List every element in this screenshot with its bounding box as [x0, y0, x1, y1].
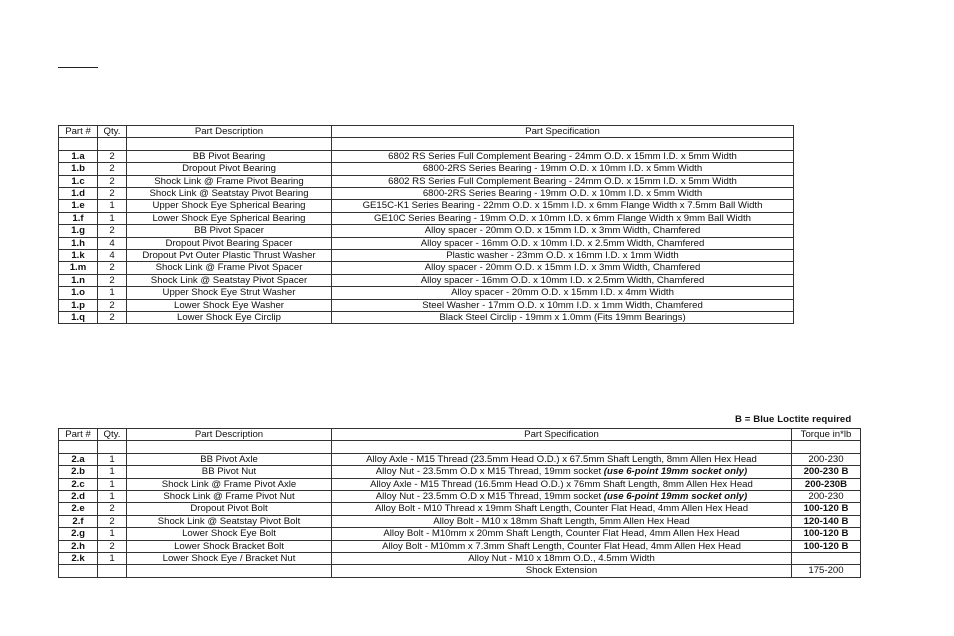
description-cell: Upper Shock Eye Spherical Bearing — [127, 200, 332, 212]
part-number-cell: 1.k — [59, 250, 98, 262]
part-number-cell: 1.e — [59, 200, 98, 212]
table-row — [59, 212, 794, 224]
part-number-cell: 2.c — [59, 478, 98, 490]
part-number-cell — [59, 565, 98, 577]
part-number-cell: 1.n — [59, 274, 98, 286]
socket-warning: (use 6-point 19mm socket only) — [603, 466, 748, 478]
description-cell: BB Pivot Axle — [127, 453, 332, 465]
table-row — [59, 312, 794, 324]
specification-text: Alloy Axle - M15 Thread (23.5mm Head O.D.) x 67.5mm Shaft Length, 8mm Allen Hex Head — [366, 453, 757, 465]
part-number-cell: 1.p — [59, 299, 98, 311]
table-row — [59, 150, 794, 162]
specification-cell: 6802 RS Series Full Complement Bearing - 24mm O.D. x 15mm I.D. x 5mm Width — [332, 175, 794, 187]
specification-cell — [332, 491, 792, 503]
description-cell: Dropout Pvt Outer Plastic Thrust Washer — [127, 250, 332, 262]
description-cell: BB Pivot Spacer — [127, 225, 332, 237]
torque-cell: 200-230B — [792, 478, 861, 490]
bearing-parts-table — [58, 125, 794, 324]
description-cell: Lower Shock Eye Circlip — [127, 312, 332, 324]
part-number-cell: 2.h — [59, 540, 98, 552]
specification-cell: Alloy spacer - 20mm O.D. x 15mm I.D. x 3mm Width, Chamfered — [332, 262, 794, 274]
specification-cell — [332, 515, 792, 527]
blank-cell — [98, 441, 127, 453]
qty-cell: 4 — [98, 250, 127, 262]
table-row — [59, 200, 794, 212]
header-part-specification: Part Specification — [332, 429, 792, 441]
table-row — [59, 250, 794, 262]
description-cell: BB Pivot Bearing — [127, 150, 332, 162]
qty-cell: 2 — [98, 150, 127, 162]
socket-warning: (use 6-point 19mm socket only) — [603, 491, 748, 503]
torque-cell: 100-120 B — [792, 528, 861, 540]
description-cell: Lower Shock Bracket Bolt — [127, 540, 332, 552]
specification-cell — [332, 528, 792, 540]
blank-cell — [127, 138, 332, 150]
description-cell: Dropout Pivot Bolt — [127, 503, 332, 515]
torque-cell: 200-230 — [792, 453, 861, 465]
torque-cell: 100-120 B — [792, 540, 861, 552]
specification-text: Alloy Nut - 23.5mm O.D x M15 Thread, 19mm socket — [375, 466, 604, 478]
specification-text: Alloy Bolt - M10mm x 7.3mm Shaft Length, Counter Flat Head, 4mm Allen Hex Head — [382, 540, 741, 552]
header-qty: Qty. — [98, 126, 127, 138]
description-cell: Shock Link @ Seatstay Pivot Bearing — [127, 188, 332, 200]
blank-cell — [59, 441, 98, 453]
torque-cell: 200-230 — [792, 491, 861, 503]
specification-cell: 6800-2RS Series Bearing - 19mm O.D. x 10mm I.D. x 5mm Width — [332, 188, 794, 200]
table-row — [59, 528, 861, 540]
specification-cell — [332, 503, 792, 515]
qty-cell — [98, 565, 127, 577]
part-number-cell: 1.o — [59, 287, 98, 299]
table-row — [59, 262, 794, 274]
specification-cell: Black Steel Circlip - 19mm x 1.0mm (Fits 19mm Bearings) — [332, 312, 794, 324]
header-qty: Qty. — [98, 429, 127, 441]
specification-cell — [332, 540, 792, 552]
torque-cell: 100-120 B — [792, 503, 861, 515]
description-cell — [127, 565, 332, 577]
blank-cell — [127, 441, 332, 453]
specification-text: Alloy Bolt - M10 x 18mm Shaft Length, 5mm Allen Hex Head — [433, 515, 690, 527]
part-number-cell: 2.k — [59, 553, 98, 565]
part-number-cell: 1.b — [59, 163, 98, 175]
part-number-cell: 1.g — [59, 225, 98, 237]
specification-cell: 6802 RS Series Full Complement Bearing - 24mm O.D. x 15mm I.D. x 5mm Width — [332, 150, 794, 162]
qty-cell: 4 — [98, 237, 127, 249]
specification-cell: 6800-2RS Series Bearing - 19mm O.D. x 10mm I.D. x 5mm Width — [332, 163, 794, 175]
table-row — [59, 453, 861, 465]
part-number-cell: 1.f — [59, 212, 98, 224]
description-cell: Lower Shock Eye Bolt — [127, 528, 332, 540]
specification-text: Alloy Bolt - M10 Thread x 19mm Shaft Length, Counter Flat Head, 4mm Allen Hex Head — [374, 503, 749, 515]
torque-cell: 120-140 B — [792, 515, 861, 527]
header-part-description: Part Description — [127, 126, 332, 138]
blank-cell — [98, 138, 127, 150]
top-rule — [58, 67, 98, 68]
header-torque: Torque in*lb — [792, 429, 861, 441]
specification-cell: Steel Washer - 17mm O.D. x 10mm I.D. x 1mm Width, Chamfered — [332, 299, 794, 311]
specification-text: Shock Extension — [525, 565, 598, 577]
qty-cell: 1 — [98, 491, 127, 503]
qty-cell: 1 — [98, 553, 127, 565]
part-number-cell: 1.h — [59, 237, 98, 249]
table-row — [59, 163, 794, 175]
qty-cell: 2 — [98, 299, 127, 311]
description-cell: Shock Link @ Frame Pivot Bearing — [127, 175, 332, 187]
qty-cell: 1 — [98, 200, 127, 212]
description-cell: Shock Link @ Seatstay Pivot Bolt — [127, 515, 332, 527]
part-number-cell: 1.a — [59, 150, 98, 162]
description-cell: Shock Link @ Frame Pivot Axle — [127, 478, 332, 490]
table-row — [59, 491, 861, 503]
table-header-row — [59, 126, 794, 138]
specification-cell: Alloy spacer - 20mm O.D. x 15mm I.D. x 3mm Width, Chamfered — [332, 225, 794, 237]
blank-row — [59, 441, 861, 453]
blank-cell — [332, 441, 792, 453]
description-cell: Lower Shock Eye / Bracket Nut — [127, 553, 332, 565]
qty-cell: 2 — [98, 225, 127, 237]
description-cell: Upper Shock Eye Strut Washer — [127, 287, 332, 299]
blank-cell — [792, 441, 861, 453]
header-part-specification: Part Specification — [332, 126, 794, 138]
table-row — [59, 237, 794, 249]
specification-cell: Alloy spacer - 20mm O.D. x 15mm I.D. x 4mm Width — [332, 287, 794, 299]
description-cell: Shock Link @ Seatstay Pivot Spacer — [127, 274, 332, 286]
qty-cell: 1 — [98, 212, 127, 224]
description-cell: BB Pivot Nut — [127, 466, 332, 478]
qty-cell: 2 — [98, 188, 127, 200]
part-number-cell: 1.m — [59, 262, 98, 274]
table-row — [59, 274, 794, 286]
header-part-number: Part # — [59, 429, 98, 441]
specification-cell: GE15C-K1 Series Bearing - 22mm O.D. x 15mm I.D. x 6mm Flange Width x 7.5mm Ball Width — [332, 200, 794, 212]
qty-cell: 2 — [98, 163, 127, 175]
qty-cell: 2 — [98, 312, 127, 324]
description-cell: Shock Link @ Frame Pivot Spacer — [127, 262, 332, 274]
part-number-cell: 2.b — [59, 466, 98, 478]
specification-cell — [332, 565, 792, 577]
header-part-number: Part # — [59, 126, 98, 138]
table-row — [59, 540, 861, 552]
table-row — [59, 503, 861, 515]
blank-row — [59, 138, 794, 150]
table-row — [59, 553, 861, 565]
part-number-cell: 1.d — [59, 188, 98, 200]
table-row — [59, 565, 861, 577]
blank-cell — [332, 138, 794, 150]
table-row — [59, 188, 794, 200]
specification-cell: Plastic washer - 23mm O.D. x 16mm I.D. x 1mm Width — [332, 250, 794, 262]
specification-cell — [332, 453, 792, 465]
qty-cell: 2 — [98, 175, 127, 187]
table-row — [59, 225, 794, 237]
part-number-cell: 2.e — [59, 503, 98, 515]
qty-cell: 2 — [98, 515, 127, 527]
qty-cell: 2 — [98, 262, 127, 274]
specification-cell: Alloy spacer - 16mm O.D. x 10mm I.D. x 2.5mm Width, Chamfered — [332, 274, 794, 286]
part-number-cell: 2.d — [59, 491, 98, 503]
specification-cell — [332, 478, 792, 490]
part-number-cell: 1.q — [59, 312, 98, 324]
specification-cell: GE10C Series Bearing - 19mm O.D. x 10mm I.D. x 6mm Flange Width x 9mm Ball Width — [332, 212, 794, 224]
specification-text: Alloy Nut - M10 x 18mm O.D., 4.5mm Width — [468, 553, 655, 565]
torque-cell — [792, 553, 861, 565]
loctite-note: B = Blue Loctite required — [735, 414, 852, 425]
table-row — [59, 287, 794, 299]
qty-cell: 1 — [98, 466, 127, 478]
torque-cell: 200-230 B — [792, 466, 861, 478]
specification-text: Alloy Nut - 23.5mm O.D x M15 Thread, 19mm socket — [375, 491, 604, 503]
specification-cell — [332, 553, 792, 565]
qty-cell: 2 — [98, 274, 127, 286]
description-cell: Shock Link @ Frame Pivot Nut — [127, 491, 332, 503]
torque-cell: 175-200 — [792, 565, 861, 577]
description-cell: Lower Shock Eye Spherical Bearing — [127, 212, 332, 224]
table-row — [59, 175, 794, 187]
blank-cell — [59, 138, 98, 150]
table-row — [59, 515, 861, 527]
specification-text: Alloy Axle - M15 Thread (16.5mm Head O.D.) x 76mm Shaft Length, 8mm Allen Hex Head — [370, 478, 753, 490]
qty-cell: 1 — [98, 453, 127, 465]
specification-text: Alloy Bolt - M10mm x 20mm Shaft Length, Counter Flat Head, 4mm Allen Hex Head — [383, 528, 740, 540]
specification-cell — [332, 466, 792, 478]
part-number-cell: 1.c — [59, 175, 98, 187]
table-row — [59, 466, 861, 478]
description-cell: Dropout Pivot Bearing — [127, 163, 332, 175]
description-cell: Dropout Pivot Bearing Spacer — [127, 237, 332, 249]
part-number-cell: 2.a — [59, 453, 98, 465]
qty-cell: 1 — [98, 478, 127, 490]
qty-cell: 2 — [98, 503, 127, 515]
specification-cell: Alloy spacer - 16mm O.D. x 10mm I.D. x 2.5mm Width, Chamfered — [332, 237, 794, 249]
description-cell: Lower Shock Eye Washer — [127, 299, 332, 311]
qty-cell: 1 — [98, 528, 127, 540]
qty-cell: 2 — [98, 540, 127, 552]
header-part-description: Part Description — [127, 429, 332, 441]
part-number-cell: 2.g — [59, 528, 98, 540]
hardware-parts-table — [58, 428, 861, 578]
part-number-cell: 2.f — [59, 515, 98, 527]
table-row — [59, 478, 861, 490]
qty-cell: 1 — [98, 287, 127, 299]
table-header-row — [59, 429, 861, 441]
table-row — [59, 299, 794, 311]
